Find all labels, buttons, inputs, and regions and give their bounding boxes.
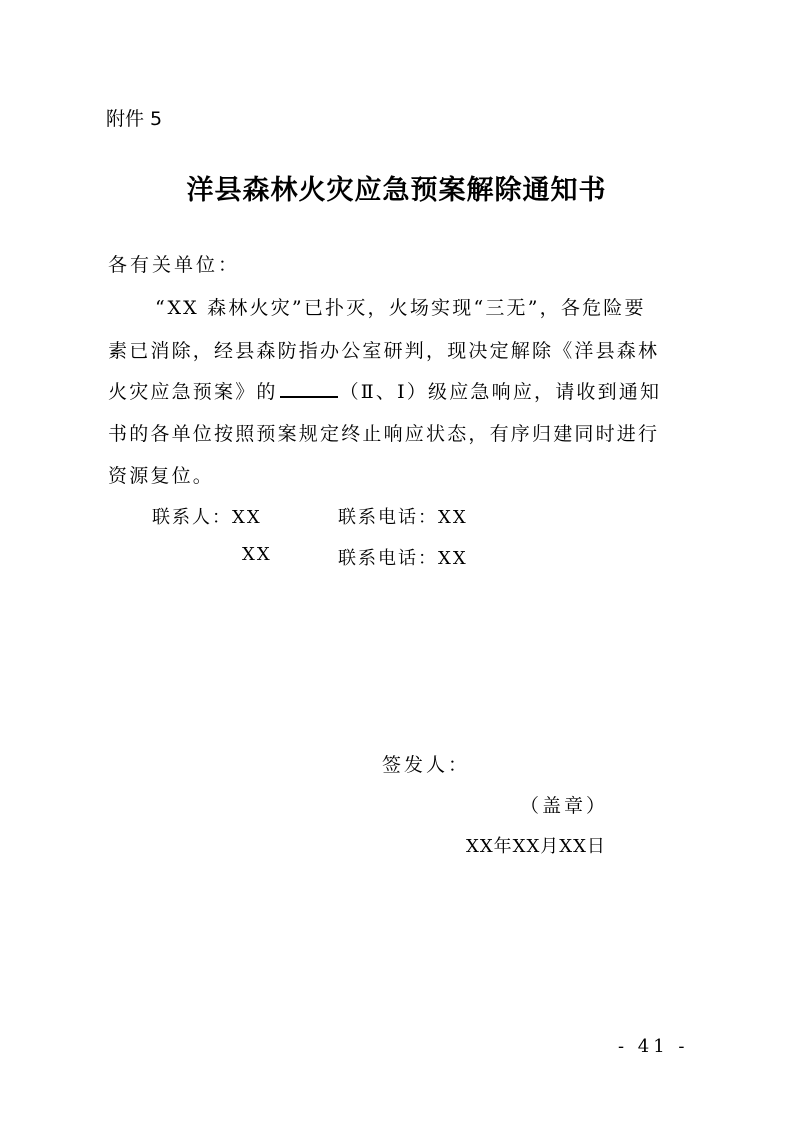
body-line-5: 资源复位。	[108, 465, 215, 487]
body-line-3	[108, 377, 661, 404]
contact-phone-2: 联系电话：XX	[338, 548, 468, 569]
body-line-2: 素已消除，经县森防指办公室研判，现决定解除《洋县森林	[108, 340, 660, 362]
salutation: 各有关单位：	[108, 254, 241, 276]
page-number: - 41 -	[618, 1036, 689, 1057]
contact-phone-1: 联系电话：XX	[338, 507, 468, 528]
signer-label: 签发人：	[382, 754, 471, 776]
body-line-1: “XX 森林火灾”已扑灭，火场实现“三无”，各危险要	[155, 297, 646, 319]
seal-label: （盖章）	[520, 795, 609, 817]
response-level-blank	[280, 378, 338, 398]
issue-date: XX年XX月XX日	[466, 836, 606, 857]
document-title: 洋县森林火灾应急预案解除通知书	[186, 175, 607, 206]
contact-person-2: XX	[242, 544, 272, 565]
body-line-3-start: 火灾应急预案》的	[108, 381, 278, 403]
body-line-3-end: （Ⅱ、Ⅰ）级应急响应，请收到通知	[339, 381, 662, 403]
attachment-label: 附件 5	[106, 108, 163, 130]
body-line-4: 书的各单位按照预案规定终止响应状态，有序归建同时进行	[108, 423, 660, 445]
contact-person-1: 联系人：XX	[152, 507, 262, 528]
